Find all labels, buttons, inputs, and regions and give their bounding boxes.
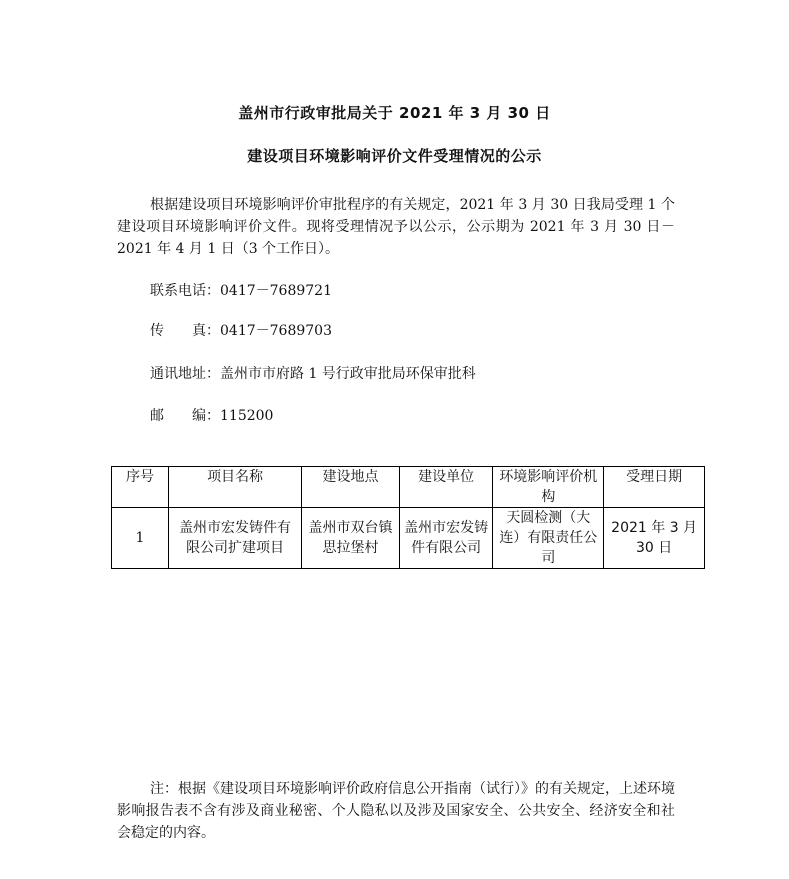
- cell-location: 盖州市双台镇思拉堡村: [302, 508, 400, 569]
- contact-postcode: 邮 编：115200: [150, 408, 274, 424]
- contact-phone: 联系电话：0417－7689721: [150, 283, 332, 299]
- contact-address: 通讯地址：盖州市市府路 1 号行政审批局环保审批科: [150, 366, 476, 382]
- project-table: [111, 466, 705, 569]
- header-location: 建设地点: [302, 467, 400, 508]
- header-date: 受理日期: [604, 467, 705, 508]
- contact-fax: 传 真：0417－7689703: [150, 323, 332, 339]
- cell-unit: 盖州市宏发铸件有限公司: [399, 508, 493, 569]
- cell-date: 2021 年 3 月 30 日: [604, 508, 705, 569]
- header-unit: 建设单位: [399, 467, 493, 508]
- header-no: 序号: [112, 467, 169, 508]
- table-header-row: [112, 467, 705, 508]
- header-agency: 环境影响评价机构: [493, 467, 604, 508]
- header-project-name: 项目名称: [168, 467, 301, 508]
- table-row: [112, 508, 705, 569]
- note-paragraph: 注：根据《建设项目环境影响评价政府信息公开指南（试行）》的有关规定，上述环境影响报告表不含有涉及商业秘密、个人隐私以及涉及国家安全、公共安全、经济安全和社会稳定的内容。: [117, 781, 675, 841]
- title-line-2: 建设项目环境影响评价文件受理情况的公示: [247, 147, 542, 165]
- cell-no: 1: [112, 508, 169, 569]
- cell-agency: 天圆检测（大连）有限责任公司: [493, 508, 604, 569]
- cell-project-name: 盖州市宏发铸件有限公司扩建项目: [168, 508, 301, 569]
- intro-paragraph: 根据建设项目环境影响评价审批程序的有关规定，2021 年 3 月 30 日我局受理 1 个建设项目环境影响评价文件。现将受理情况予以公示，公示期为 2021 年 3 月 30 日－2021 年 4 月 1 日（3 个工作日）。: [117, 197, 675, 257]
- title-line-1: 盖州市行政审批局关于 2021 年 3 月 30 日: [238, 104, 551, 122]
